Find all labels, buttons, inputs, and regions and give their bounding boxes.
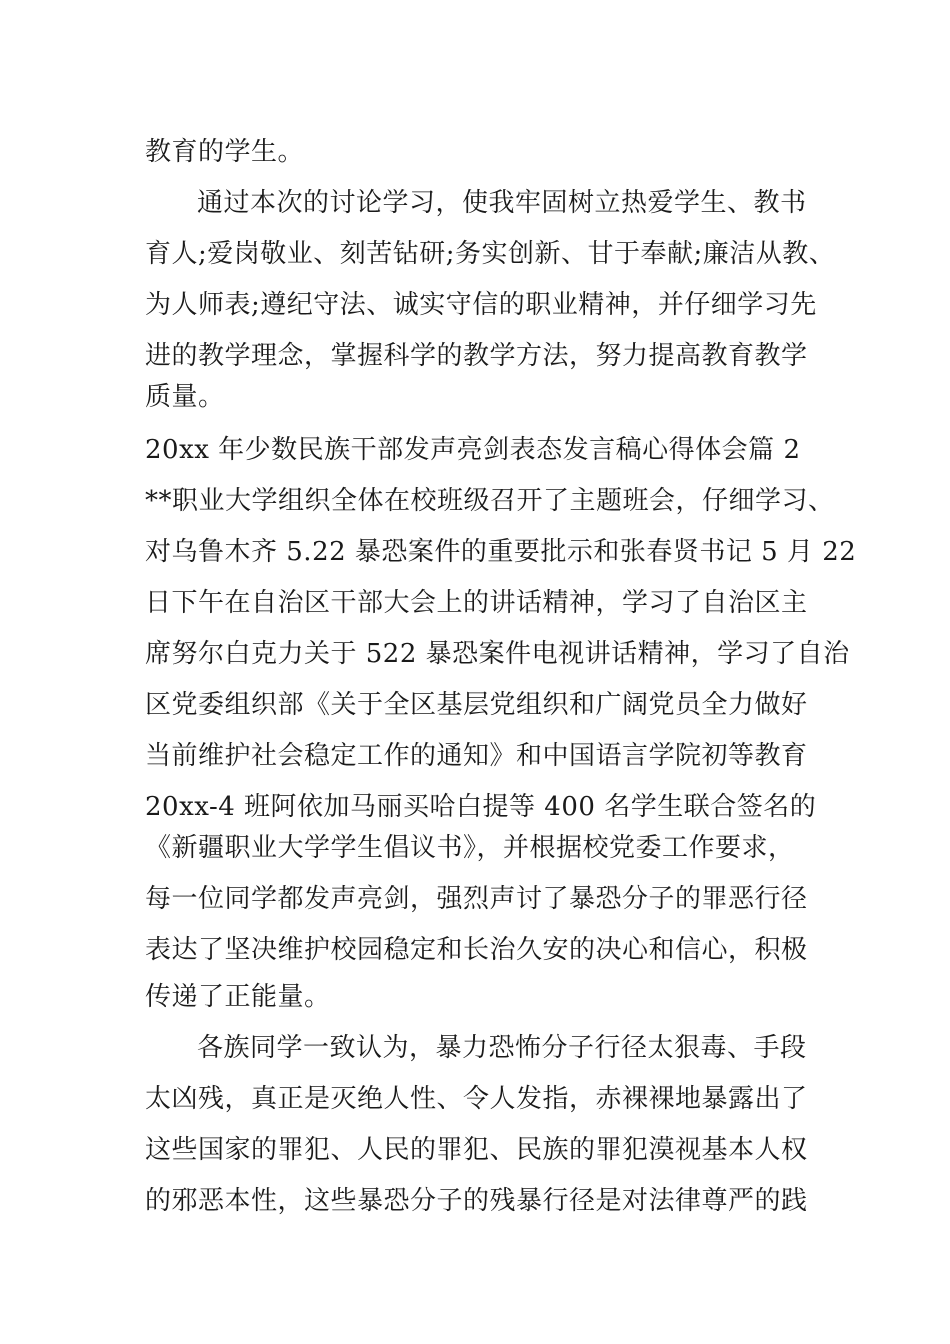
- text-line: 区党委组织部《关于全区基层党组织和广阔党员全力做好: [145, 690, 808, 720]
- text-line: 育人;爱岗敬业、刻苦钻研;务实创新、甘于奉献;廉洁从教、: [145, 239, 836, 269]
- text-line: 表达了坚决维护校园稳定和长治久安的决心和信心，积极: [145, 935, 808, 965]
- text-line: 日下午在自治区干部大会上的讲话精神，学习了自治区主: [145, 588, 808, 618]
- text-line: 的邪恶本性，这些暴恐分子的残暴行径是对法律尊严的践: [145, 1186, 808, 1216]
- text-line: 当前维护社会稳定工作的通知》和中国语言学院初等教育: [145, 741, 808, 771]
- text-line: 质量。: [145, 382, 225, 412]
- section-heading: 20xx 年少数民族干部发声亮剑表态发言稿心得体会篇 2: [145, 435, 801, 465]
- text-line: 教育的学生。: [145, 137, 305, 167]
- text-line: 对乌鲁木齐 5.22 暴恐案件的重要批示和张春贤书记 5 月 22: [145, 537, 857, 567]
- text-line: 20xx-4 班阿依加马丽买哈白提等 400 名学生联合签名的: [145, 792, 817, 822]
- text-line: 太凶残，真正是灭绝人性、令人发指，赤裸裸地暴露出了: [145, 1084, 808, 1114]
- text-line: 传递了正能量。: [145, 982, 331, 1012]
- text-line: 这些国家的罪犯、人民的罪犯、民族的罪犯漠视基本人权: [145, 1135, 808, 1165]
- text-line: **职业大学组织全体在校班级召开了主题班会，仔细学习、: [145, 486, 835, 516]
- text-line: 进的教学理念，掌握科学的教学方法，努力提高教育教学: [145, 341, 808, 371]
- text-line: 各族同学一致认为，暴力恐怖分子行径太狠毒、手段: [197, 1033, 807, 1063]
- text-line: 每一位同学都发声亮剑，强烈声讨了暴恐分子的罪恶行径: [145, 884, 808, 914]
- text-line: 通过本次的讨论学习，使我牢固树立热爱学生、教书: [197, 188, 807, 218]
- text-line: 《新疆职业大学学生倡议书》，并根据校党委工作要求，: [145, 833, 795, 863]
- text-line: 席努尔白克力关于 522 暴恐案件电视讲话精神，学习了自治: [145, 639, 850, 669]
- text-line: 为人师表;遵纪守法、诚实守信的职业精神，并仔细学习先: [145, 290, 817, 320]
